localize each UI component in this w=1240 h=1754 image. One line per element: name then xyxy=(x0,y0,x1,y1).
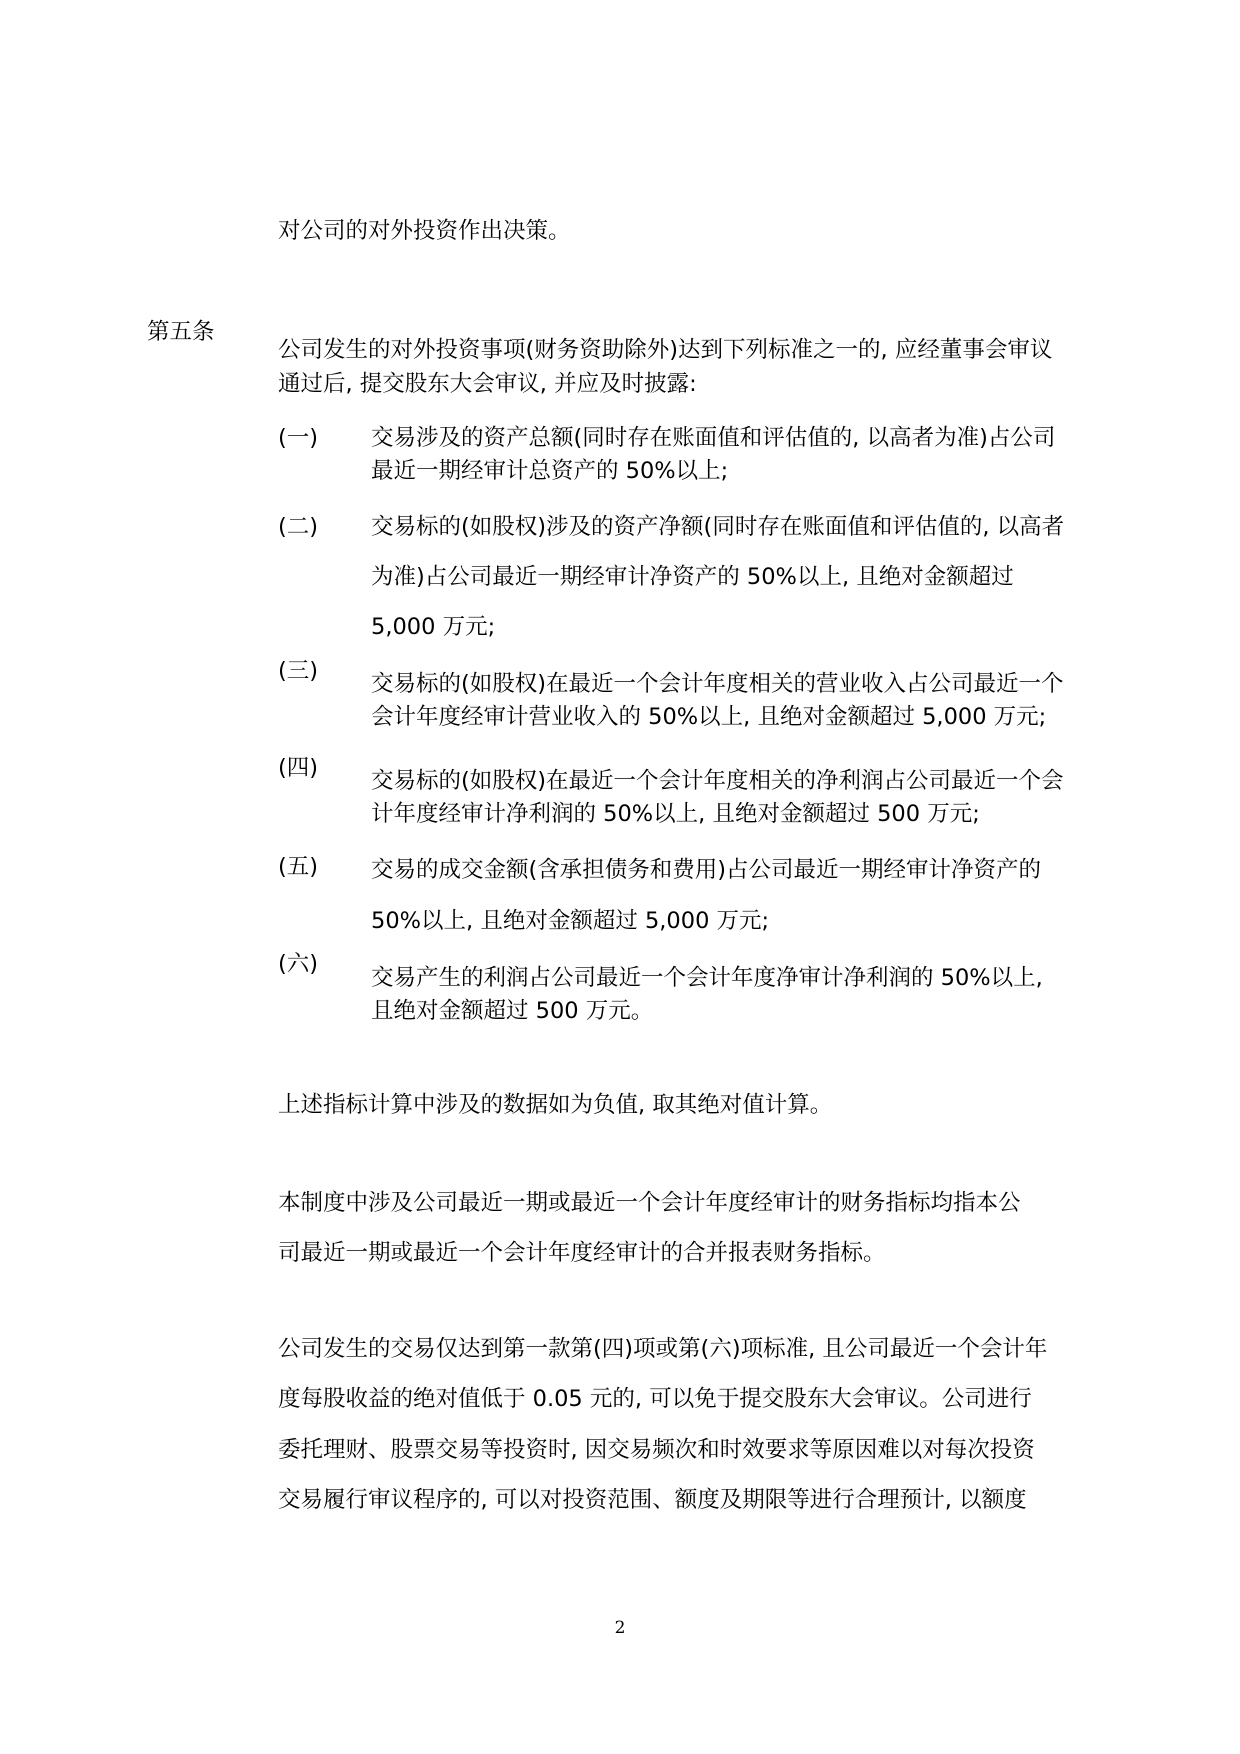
negative-value-note: 上述指标计算中涉及的数据如为负值, 取其绝对值计算。 xyxy=(278,1092,833,1118)
item-marker: (三) xyxy=(278,658,319,684)
item-marker: (四) xyxy=(278,755,319,781)
item-line: 50%以上, 且绝对金额超过 5,000 万元; xyxy=(371,908,770,934)
item-line: 最近一期经审计总资产的 50%以上; xyxy=(371,458,729,484)
article-lead-line: 通过后, 提交股东大会审议, 并应及时披露: xyxy=(278,371,697,397)
item-line: 交易的成交金额(含承担债务和费用)占公司最近一期经审计净资产的 xyxy=(371,857,1042,883)
item-line: 交易标的(如股权)涉及的资产净额(同时存在账面值和评估值的, 以高者 xyxy=(371,514,1065,540)
item-line: 且绝对金额超过 500 万元。 xyxy=(371,998,654,1024)
item-line: 交易产生的利润占公司最近一个会计年度净审计净利润的 50%以上, xyxy=(371,965,1043,991)
intro-line: 对公司的对外投资作出决策。 xyxy=(278,218,571,244)
definition-line: 本制度中涉及公司最近一期或最近一个会计年度经审计的财务指标均指本公 xyxy=(278,1190,1021,1216)
item-marker: (二) xyxy=(278,514,319,540)
article-lead-line: 公司发生的对外投资事项(财务资助除外)达到下列标准之一的, 应经董事会审议 xyxy=(278,337,1053,363)
exemption-line: 公司发生的交易仅达到第一款第(四)项或第(六)项标准, 且公司最近一个会计年 xyxy=(278,1336,1048,1362)
definition-line: 司最近一期或最近一个会计年度经审计的合并报表财务指标。 xyxy=(278,1240,886,1266)
item-line: 计年度经审计净利润的 50%以上, 且绝对金额超过 500 万元; xyxy=(371,801,980,827)
item-line: 交易标的(如股权)在最近一个会计年度相关的净利润占公司最近一个会 xyxy=(371,768,1064,794)
item-line: 交易涉及的资产总额(同时存在账面值和评估值的, 以高者为准)占公司 xyxy=(371,425,1056,451)
item-line: 交易标的(如股权)在最近一个会计年度相关的营业收入占公司最近一个 xyxy=(371,671,1064,697)
article-label: 第五条 xyxy=(147,319,215,345)
page-number: 2 xyxy=(614,1618,626,1638)
exemption-line: 委托理财、股票交易等投资时, 因交易频次和时效要求等原因难以对每次投资 xyxy=(278,1437,1035,1463)
item-marker: (六) xyxy=(278,951,319,977)
item-marker: (五) xyxy=(278,854,319,880)
item-line: 5,000 万元; xyxy=(371,614,496,640)
exemption-line: 交易履行审议程序的, 可以对投资范围、额度及期限等进行合理预计, 以额度 xyxy=(278,1487,1027,1513)
exemption-line: 度每股收益的绝对值低于 0.05 元的, 可以免于提交股东大会审议。公司进行 xyxy=(278,1386,1032,1412)
item-line: 为准)占公司最近一期经审计净资产的 50%以上, 且绝对金额超过 xyxy=(371,564,1014,590)
item-line: 会计年度经审计营业收入的 50%以上, 且绝对金额超过 5,000 万元; xyxy=(371,704,1047,730)
item-marker: (一) xyxy=(278,425,319,451)
